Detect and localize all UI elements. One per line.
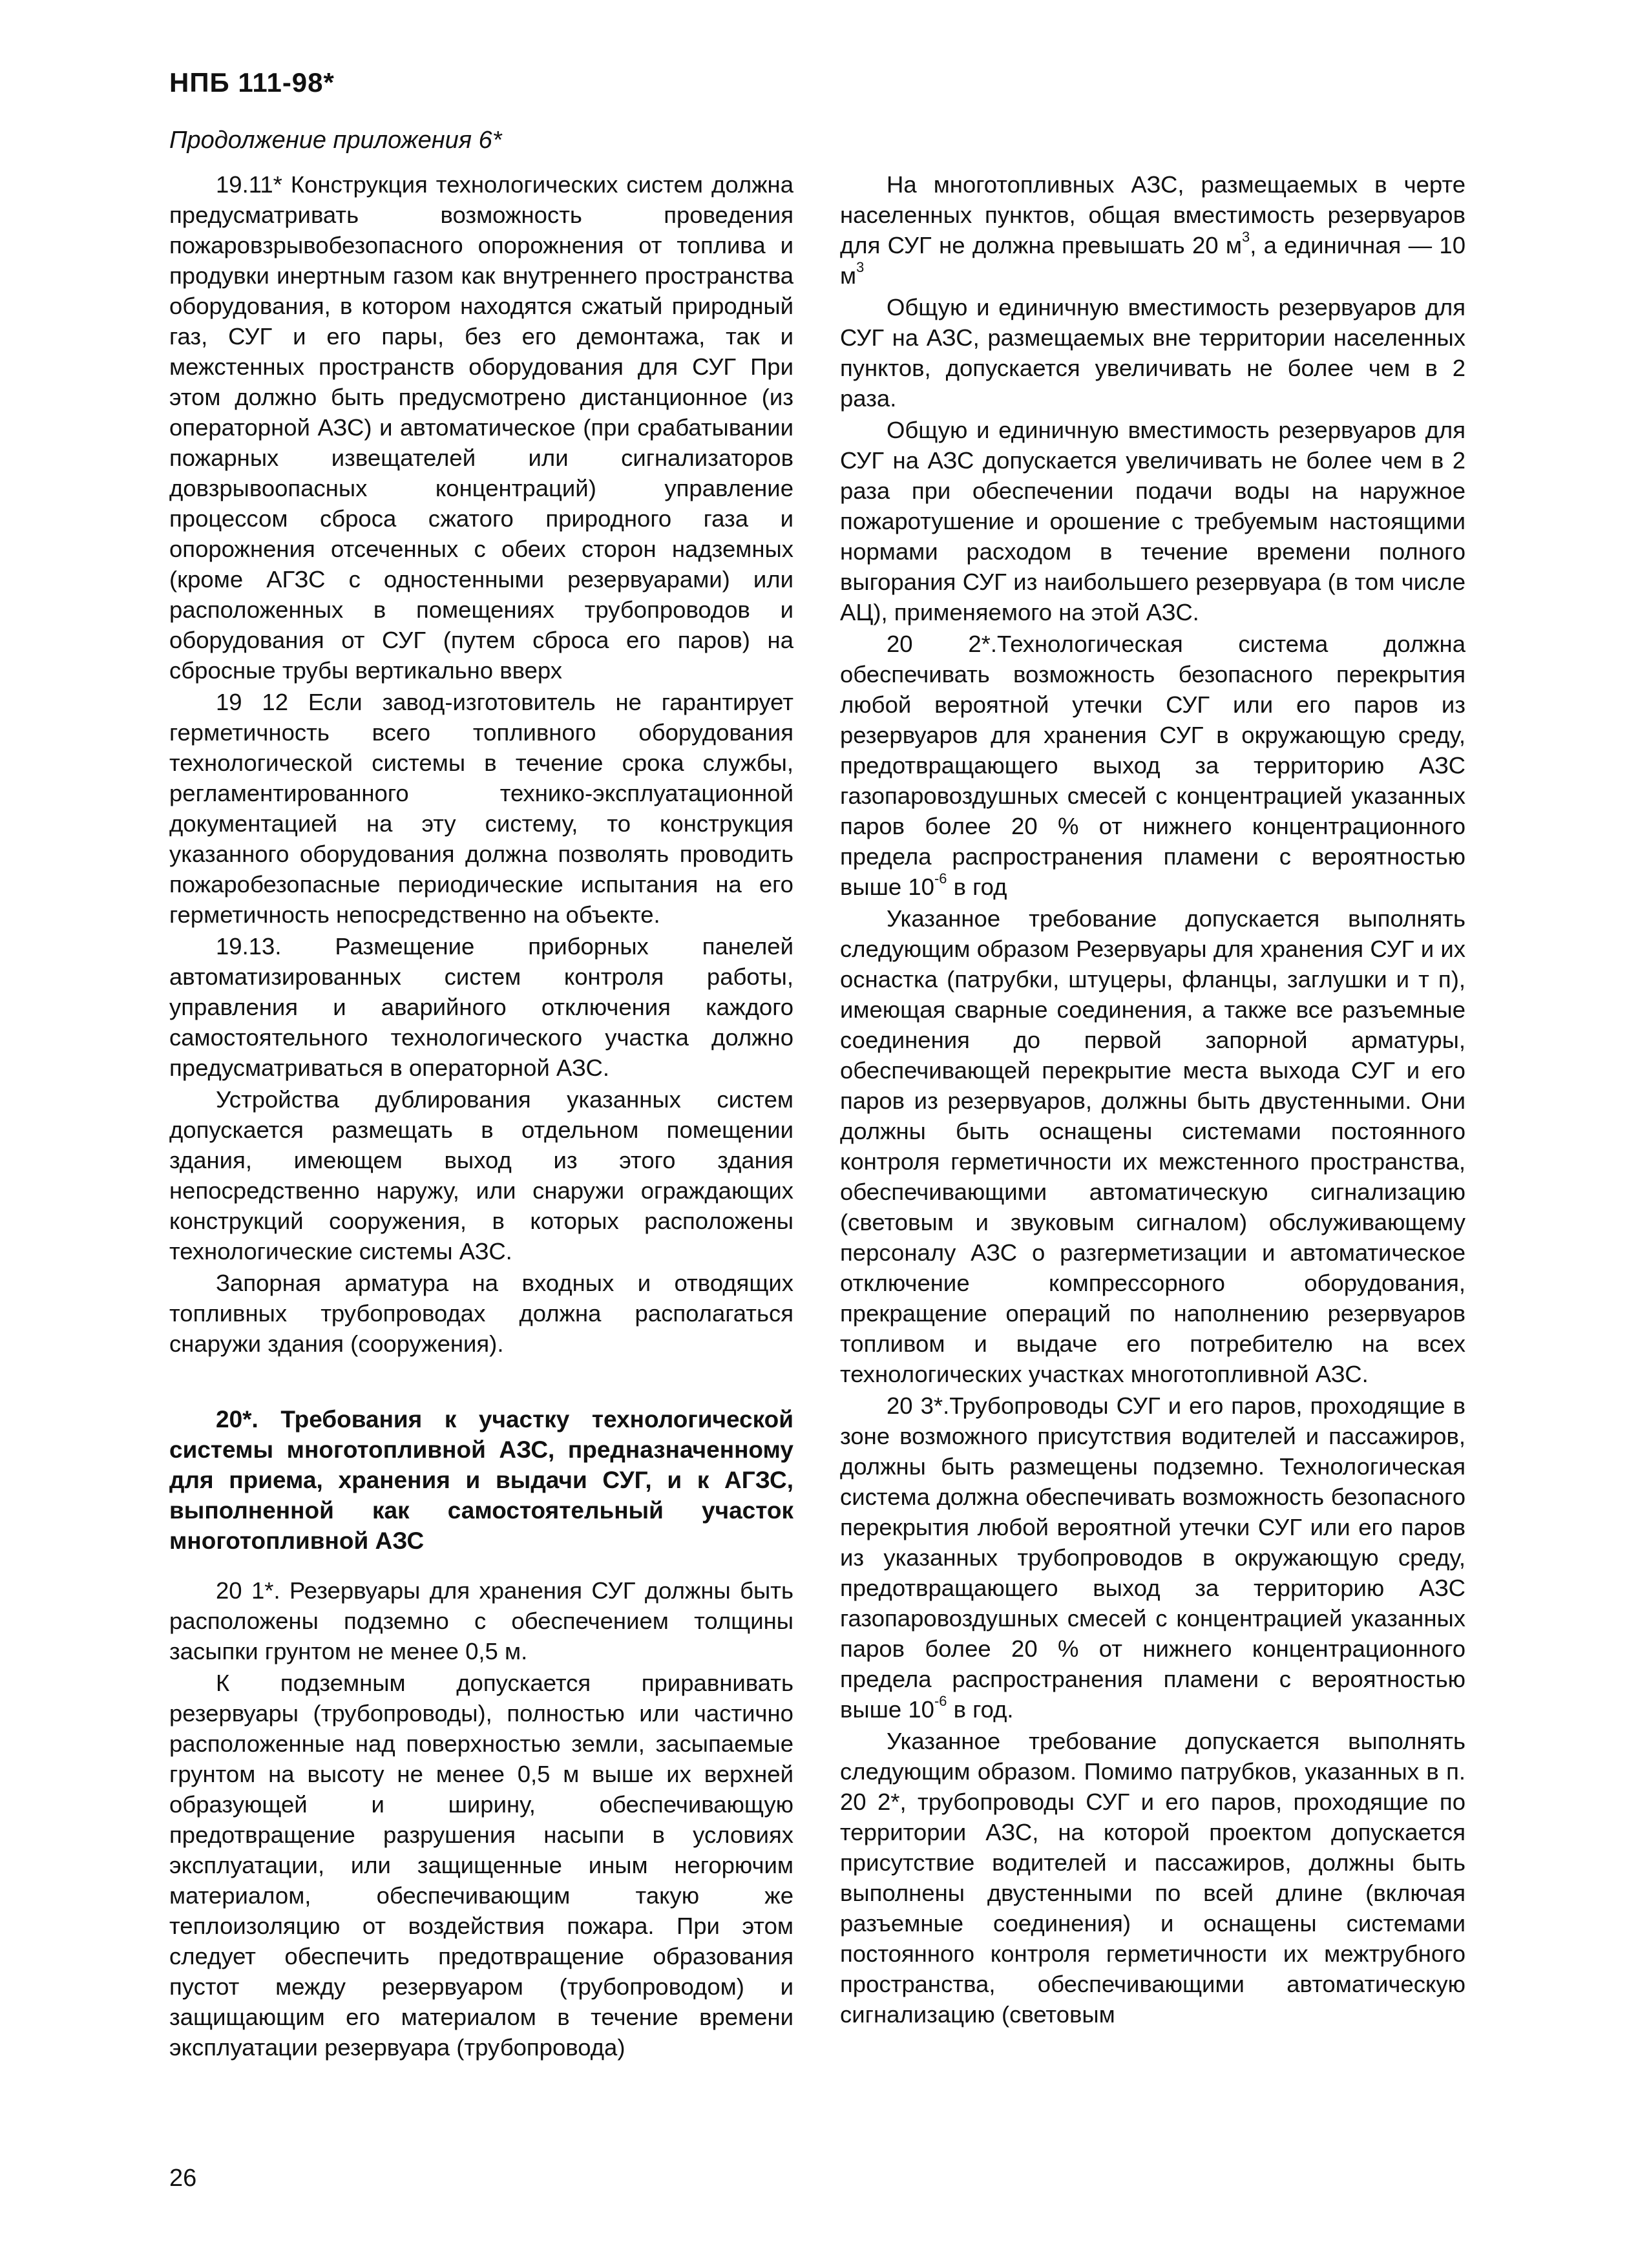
left-column	[169, 169, 793, 2063]
paragraph-duplication-devices: Устройства дублирования указанных систем допускается размещать в отдельном помещении здания, имеющем выход из этого здания непосредственно наружу, или снаружи ограждающих конструкций сооружения, в которых расположены технологические системы АЗС.	[169, 1086, 793, 1265]
paragraph-requirement-pipelines: Указанное требование допускается выполнять следующим образом. Помимо патрубков, указанных в п. 20 2*, трубопроводы СУГ и его паров, проходящие по территории АЗС, на которой проектом допускается присутствие водителей и пассажиров, должны быть выполнены двустенными по всей длине (включая разъемные соединения) и оснащены системами постоянного контроля герметичности их межтрубного пространства, обеспечивающими автоматическую сигнализацию (световым	[840, 1728, 1465, 2028]
paragraph-capacity-limits	[840, 169, 1465, 291]
appendix-continuation: Продолжение приложения 6*	[169, 127, 502, 154]
p20-3-text-a: 20 3*.Трубопроводы СУГ и его паров, проходящие в зоне возможного присутствия водителей и пассажиров, должны быть размещены подземно. Технологическая система должна обеспечивать возможность безопасного перекрытия любой вероятной утечки СУГ или его паров из указанных трубопроводов в окружающую среду, предотвращающего выход за территорию АЗС газопаровоздушных смесей с концентрацией указанных паров более 20 % от нижнего концентрационного предела распространения пламени с вероятностью выше 10	[840, 1392, 1465, 1723]
paragraph-underground-equivalent: К подземным допускается приравнивать резервуары (трубопроводы), полностью или частично расположенные над поверхностью земли, засыпаемые грунтом на высоту не менее 0,5 м выше их верхней образующей и ширину, обеспечивающую предотвращение разрушения насыпи в условиях эксплуатации, или защищенные иным негорючим материалом, обеспечивающим такую же теплоизоляцию от воздействия пожара. При этом следует обеспечить предотвращение образования пустот между резервуаром (трубопроводом) и защищающим его материалом в течение времени эксплуатации резервуара (трубопровода)	[169, 1670, 793, 2061]
document-code: НПБ 111-98*	[169, 67, 335, 98]
section-20-title: 20*. Требования к участку технологической системы многотопливной АЗС, предназначенному для приема, хранения и выдачи СУГ, и к АГЗС, выполненной как самостоятельный участок многотопливной АЗС	[169, 1406, 793, 1554]
p20-2-superscript: -6	[934, 870, 947, 887]
page-number: 26	[169, 2165, 197, 2192]
capacity-text-b: , а единичная — 10 м	[840, 232, 1465, 289]
paragraph-20-2	[840, 629, 1465, 902]
paragraph-20-1: 20 1*. Резервуары для хранения СУГ должны быть расположены подземно с обеспечением толщины засыпки грунтом не менее 0,5 м.	[169, 1577, 793, 1664]
p20-2-text-b: в год	[947, 874, 1007, 900]
p20-3-superscript: -6	[934, 1693, 947, 1710]
capacity-superscript-2: 3	[856, 259, 865, 276]
capacity-text-a: На многотопливных АЗС, размещаемых в черте населенных пунктов, общая вместимость резервуаров для СУГ не должна превышать 20 м	[840, 171, 1465, 258]
capacity-superscript-1: 3	[1242, 229, 1250, 246]
paragraph-19-11: 19.11* Конструкция технологических систем должна предусматривать возможность проведения пожаровзрывобезопасного опорожнения от топлива и продувки инертным газом как внутреннего пространства оборудования, в котором находятся сжатый природный газ, СУГ и его пары, без его демонтажа, так и межстенных пространств оборудования для СУГ При этом должно быть предусмотрено дистанционное (из операторной АЗС) и автоматическое (при срабатывании пожарных извещателей или сигнализаторов довзрывоопасных концентраций) управление процессом сброса сжатого природного газа и опорожнения отсеченных с обеих сторон надземных (кроме АГЗС с одностенными резервуарами) или расположенных в помещениях трубопроводов и оборудования от СУГ (путем сброса его паров) на сбросные трубы вертикально вверх	[169, 171, 793, 684]
paragraph-capacity-outside: Общую и единичную вместимость резервуаров для СУГ на АЗС, размещаемых вне территории населенных пунктов, допускается увеличивать не более чем в 2 раза.	[840, 294, 1465, 412]
paragraph-20-3	[840, 1391, 1465, 1725]
paragraph-19-13: 19.13. Размещение приборных панелей автоматизированных систем контроля работы, управления и аварийного отключения каждого самостоятельного технологического участка должно предусматриваться в операторной АЗС.	[169, 933, 793, 1081]
paragraph-requirement-tanks: Указанное требование допускается выполнять следующим образом Резервуары для хранения СУГ и их оснастка (патрубки, штуцеры, фланцы, заглушки и т п), имеющая сварные соединения, а также все разъемные соединения до первой запорной арматуры, обеспечивающей перекрытие места выхода СУГ и его паров из резервуаров, должны быть двустенными. Они должны быть оснащены системами постоянного контроля герметичности их межстенного пространства, обеспечивающими автоматическую сигнализацию (световым и звуковым сигналом) обслуживающему персоналу АЗС о разгерметизации и автоматическое отключение компрессорного оборудования, прекращение операций по наполнению резервуаров топливом и выдаче его потребителю на всех технологических участках многотопливной АЗС.	[840, 905, 1465, 1387]
paragraph-shutoff-valves: Запорная арматура на входных и отводящих топливных трубопроводах должна располагаться снаружи здания (сооружения).	[169, 1270, 793, 1357]
p20-2-text-a: 20 2*.Технологическая система должна обеспечивать возможность безопасного перекрытия любой вероятной утечки СУГ или его паров из резервуаров для хранения СУГ в окружающую среду, предотвращающего выход за территорию АЗС газопаровоздушных смесей с концентрацией указанных паров более 20 % от нижнего концентрационного предела распространения пламени с вероятностью выше 10	[840, 631, 1465, 900]
p20-3-text-b: в год.	[947, 1696, 1014, 1723]
right-column	[840, 169, 1465, 2030]
paragraph-capacity-water-supply: Общую и единичную вместимость резервуаров для СУГ на АЗС допускается увеличивать не более чем в 2 раза при обеспечении подачи воды на наружное пожаротушение и орошение с требуемым настоящими нормами расходом в течение времени полного выгорания СУГ из наибольшего резервуара (в том числе АЦ), применяемого на этой АЗС.	[840, 417, 1465, 625]
paragraph-19-12: 19 12 Если завод-изготовитель не гарантирует герметичность всего топливного оборудования технологической системы в течение срока службы, регламентированного технико-эксплуатационной документацией на эту систему, то конструкция указанного оборудования должна позволять проводить пожаробезопасные периодические испытания на его герметичность непосредственно на объекте.	[169, 689, 793, 928]
